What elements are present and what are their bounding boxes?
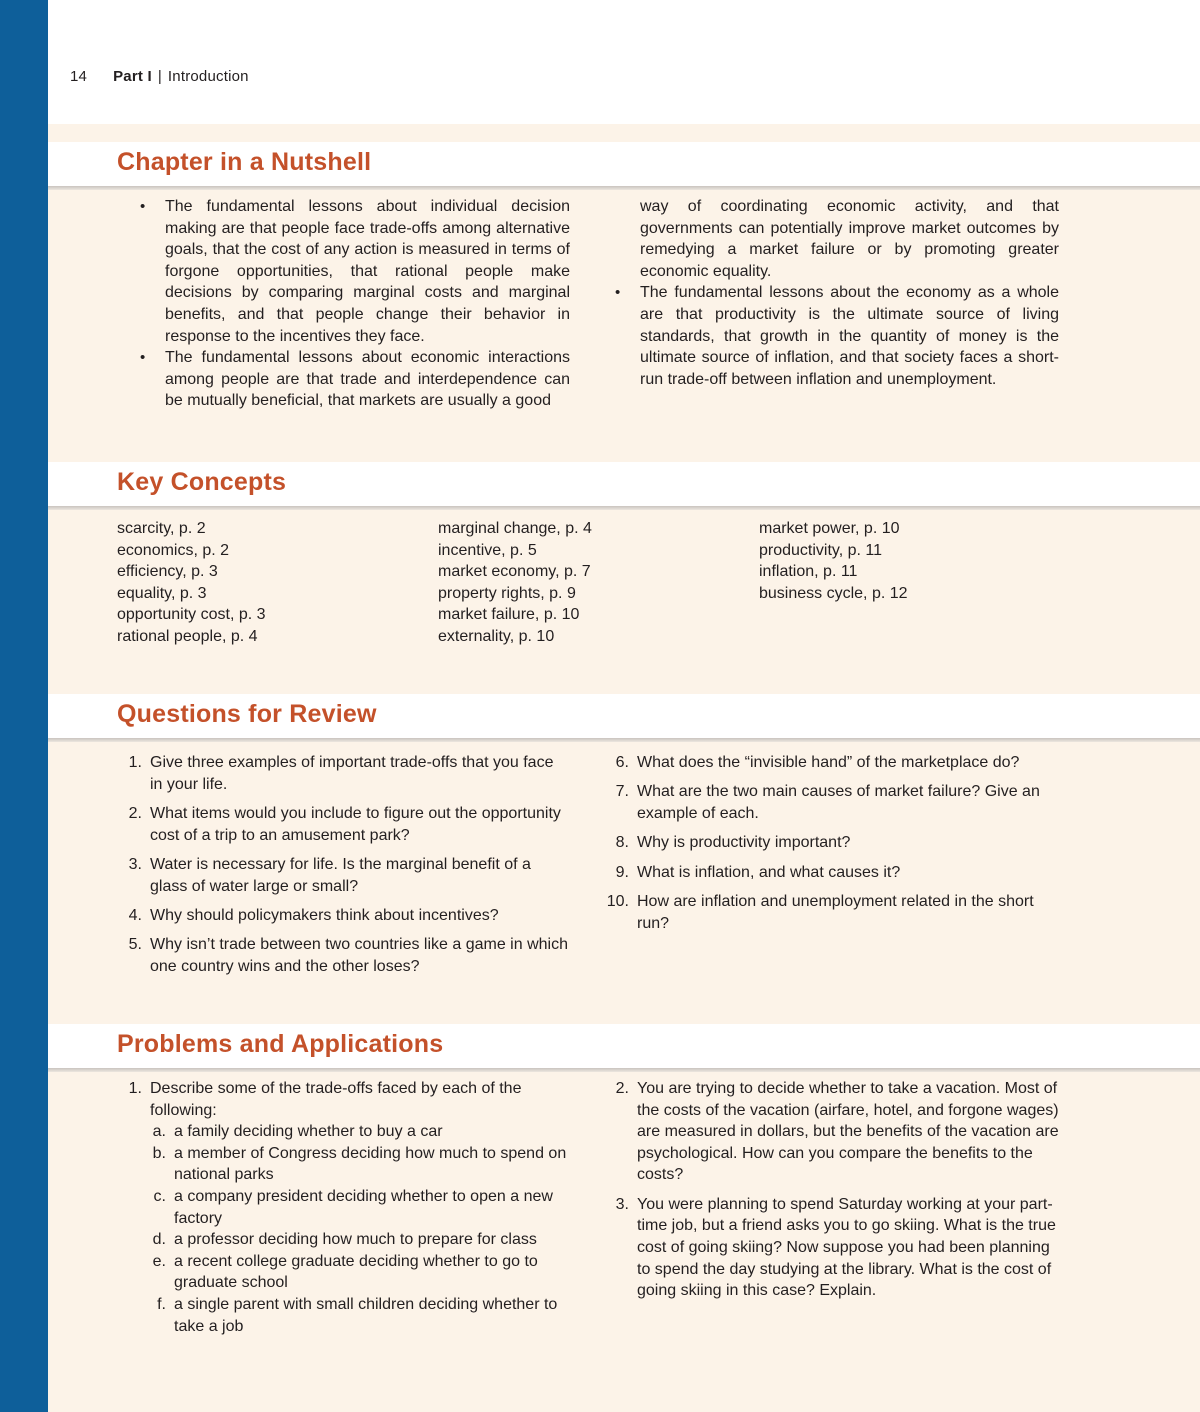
- key-concept: incentive, p. 5: [438, 541, 537, 559]
- problems-title: Problems and Applications: [117, 1030, 444, 1058]
- key-concept: rational people, p. 4: [117, 627, 258, 645]
- problems-right-column: [605, 1078, 1065, 1310]
- key-concept: equality, p. 3: [117, 584, 207, 602]
- key-concept: economics, p. 2: [117, 541, 230, 559]
- nutshell-section: [48, 124, 1200, 460]
- key-concept: market failure, p. 10: [438, 606, 580, 624]
- key-concepts-header: [48, 462, 1200, 506]
- review-right-column: [605, 752, 1065, 942]
- problem-subitem: e. a recent college graduate deciding whether to go to graduate school: [152, 1252, 538, 1292]
- key-concepts-column-1: [117, 518, 266, 648]
- key-concepts-section: [48, 460, 1200, 692]
- problems-section: [48, 1022, 1200, 1412]
- problem-subitem: b. a member of Congress deciding how much to spend on national parks: [152, 1144, 567, 1184]
- problem-item: 3. You were planning to spend Saturday working at your part-time job, but a friend asks you to go skiing. What is the true cost of going skiing? Now suppose you had been planning to spend the day studying at the library. What is the cost of going skiing in this case? Explain.: [615, 1195, 1056, 1300]
- problem-subitem: f. a single parent with small children deciding whether to take a job: [157, 1295, 558, 1335]
- nutshell-right-column: [605, 196, 1059, 390]
- key-concept: externality, p. 10: [438, 627, 555, 645]
- review-question: 10. How are inflation and unemployment related in the short run?: [606, 893, 1034, 932]
- key-concept: market power, p. 10: [759, 520, 900, 537]
- key-concept: productivity, p. 11: [759, 541, 883, 559]
- part-title: Introduction: [167, 68, 249, 85]
- key-concepts-column-2: [438, 518, 592, 648]
- review-question: 5. Why isn’t trade between two countries like a game in which one country wins and the other loses?: [128, 936, 568, 975]
- nutshell-left-column: [130, 196, 570, 412]
- key-concept: efficiency, p. 3: [117, 563, 218, 581]
- key-concepts-title: Key Concepts: [117, 468, 287, 496]
- page-number: 14: [70, 68, 88, 85]
- left-margin-bar: [0, 0, 48, 1412]
- nutshell-header: [48, 142, 1200, 186]
- problem-item: 1. Describe some of the trade-offs faced by each of the following: a. a family deciding whether to buy a car b. a member of Congress deciding how much to spend on national parks c. a company president deciding whether to open a new factory d. a professor deciding how much to prepare for class e. a recent college graduate deciding whether to go to graduate school f. a single parent with small children deciding whether to take a job: [118, 1078, 570, 1337]
- key-concept: marginal change, p. 4: [438, 520, 592, 537]
- review-question: 3. Water is necessary for life. Is the marginal benefit of a glass of water large or small?: [128, 855, 531, 895]
- review-header: [48, 694, 1200, 738]
- review-title: Questions for Review: [117, 700, 377, 728]
- review-question: 2. What items would you include to figure out the opportunity cost of a trip to an amusement park?: [128, 804, 561, 844]
- nutshell-title: Chapter in a Nutshell: [117, 148, 372, 176]
- part-label: Part I: [113, 68, 152, 85]
- running-header: [70, 68, 249, 85]
- key-concept: market economy, p. 7: [438, 563, 591, 581]
- nutshell-bullet: • The fundamental lessons about the economy as a whole are that productivity is the ultimate source of living standards, that growth in the quantity of money is the ultimate source of inflation, and that society faces a short-run trade-off between inflation and unemployment.: [605, 282, 1059, 390]
- key-concept: business cycle, p. 12: [759, 584, 908, 602]
- problems-left-column: [118, 1078, 570, 1345]
- review-question: 8. Why is productivity important?: [615, 834, 851, 852]
- key-concept: opportunity cost, p. 3: [117, 606, 266, 624]
- key-concept: property rights, p. 9: [438, 584, 576, 602]
- review-left-column: [118, 752, 570, 985]
- key-concept: inflation, p. 11: [759, 563, 858, 581]
- review-question: 1. Give three examples of important trade-offs that you face in your life.: [128, 754, 554, 793]
- problems-header: [48, 1024, 1200, 1068]
- nutshell-continuation: way of coordinating economic activity, and that governments can potentially improve market outcomes by remedying a market failure or by promoting greater economic equality.: [640, 198, 1059, 280]
- problem-subitems: [150, 1121, 570, 1337]
- review-question: 7. What are the two main causes of market failure? Give an example of each.: [615, 783, 1040, 822]
- problem-subitem: d. a professor deciding how much to prepare for class: [152, 1231, 537, 1249]
- problem-subitem: c. a company president deciding whether to open a new factory: [153, 1187, 553, 1227]
- key-concept: scarcity, p. 2: [117, 520, 206, 537]
- header-separator: |: [157, 68, 162, 85]
- key-concepts-column-3: [759, 518, 908, 604]
- review-section: [48, 692, 1200, 1022]
- nutshell-bullet: • The fundamental lessons about economic interactions among people are that trade and interdependence can be mutually beneficial, that markets are usually a good: [130, 347, 570, 412]
- problem-subitem: a. a family deciding whether to buy a car: [152, 1123, 443, 1141]
- review-question: 9. What is inflation, and what causes it?: [615, 863, 901, 881]
- problem-item: 2. You are trying to decide whether to take a vacation. Most of the costs of the vacation (airfare, hotel, and forgone wages) are measured in dollars, but the benefits of the vacation are psychological. How can you compare the benefits to the costs?: [615, 1080, 1059, 1184]
- nutshell-bullet: • The fundamental lessons about individual decision making are that people face trade-offs among alternative goals, that the cost of any action is measured in terms of forgone opportunities, that rational people make decisions by comparing marginal costs and marginal benefits, and that people change their behavior in response to the incentives they face.: [130, 196, 570, 347]
- review-question: 6. What does the “invisible hand” of the marketplace do?: [615, 754, 1020, 771]
- review-question: 4. Why should policymakers think about incentives?: [128, 906, 499, 924]
